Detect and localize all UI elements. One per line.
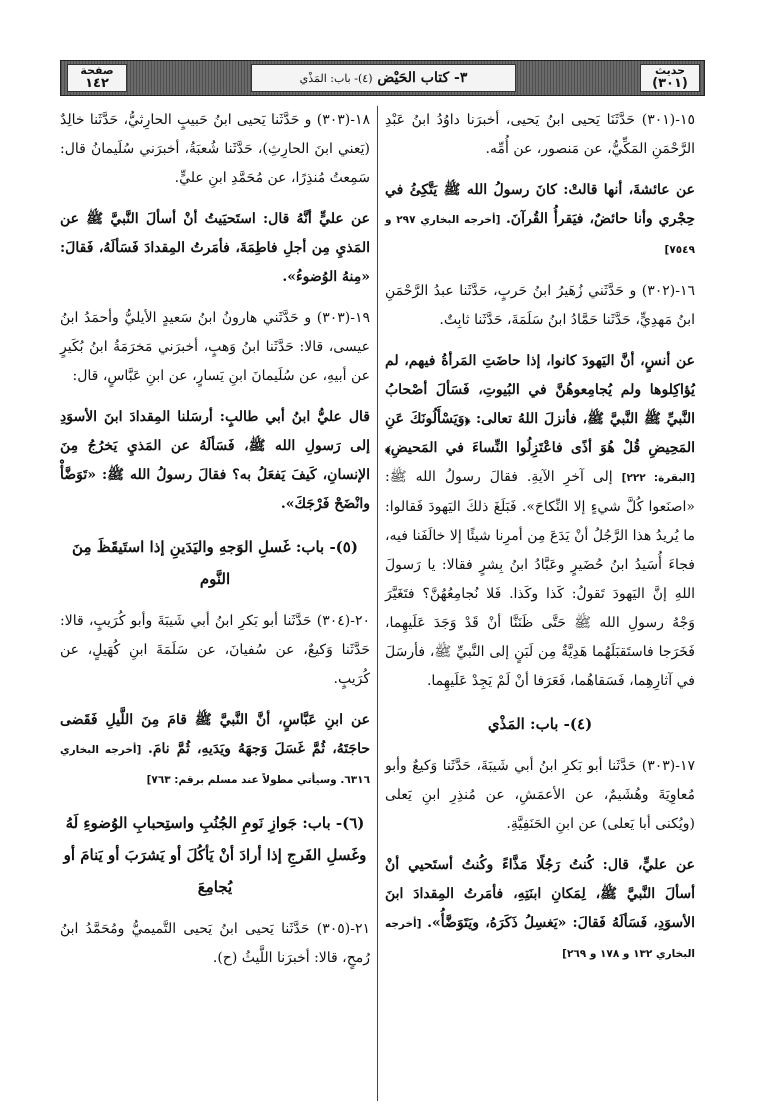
text-16-matn: عن أنسٍ، أنَّ اليَهودَ كانوا، إذا حاضَتِ المَرأةُ فيهم، لم يُؤاكِلوها ولم يُجامِعوهُنَّ في البُيوتِ، فَسَألَ أصْحابُ النَّبيِّ ﷺ النَّبيَّ ﷺ، فأنزلَ اللهُ تعالى: ﴿وَيَسْأَلُونَكَ عَنِ المَحِيضِ قُلْ هُوَ أذًى فاعْتَزِلُوا النِّساءَ في المَحيضِ﴾ xyxy=(385,353,695,456)
hadith-number-box xyxy=(640,64,700,92)
text-20-matn: عن ابنِ عَبَّاسٍ، أنَّ النَّبيَّ ﷺ قامَ مِنَ اللَّيلِ فَقَضى حاجَتَهُ، ثُمَّ غَسَلَ وَجهَهُ ويَدَيهِ، ثُمَّ نامَ. xyxy=(60,712,371,757)
hadith-label: حديث xyxy=(654,64,686,77)
column-divider xyxy=(377,106,378,1101)
hadith-19-text xyxy=(60,403,370,519)
hadith-20-text xyxy=(60,706,370,795)
page-header xyxy=(60,60,705,96)
hadith-16-text xyxy=(385,347,695,696)
chapter-heading-5: (٥)- باب: غَسلِ الوَجهِ واليَدَينِ إذا استَيقَظَ مِنَ النَّوم xyxy=(72,538,358,588)
book-title: ٣- كتاب الحَيْض xyxy=(377,70,468,86)
hadith-21-chain xyxy=(60,915,370,973)
page xyxy=(60,60,705,1100)
chapter-heading-4: (٤)- باب: المَذْي xyxy=(487,715,593,733)
page-number: ١٤٢ xyxy=(85,76,109,91)
page-label: صفحة xyxy=(80,64,114,77)
text-19-chain: ١٩-(٣٠٣) و حَدَّثَني هارونُ ابنُ سَعيدٍ الأيليُّ وأحمَدُ ابنُ عيسى، قالا: حَدَّثَنا ابنُ وَهبٍ، أخبرَني مَخرَمَةُ ابنُ بُكَيرٍ عن أبيهِ، عن سُلَيمانَ ابنِ يَسارٍ، عن ابنِ عَبَّاسٍ، قال: xyxy=(60,310,370,384)
text-15-matn: عن عائشةَ، أنها قالتْ: كانَ رسولُ الله ﷺ يَتَّكِئُ في حِجْري وأنا حائضٌ، فيَقرأُ القُرآنَ. xyxy=(385,182,696,227)
hadith-18-text xyxy=(60,205,370,292)
text-15-chain: ١٥-(٣٠١) حَدَّثَنَا يَحيى ابنُ يَحيى، أخبرَنا داوُدُ ابنُ عَبْدِ الرَّحْمَنِ المَكِّيُّ، عن مَنصور، عن أُمِّه. xyxy=(385,112,695,157)
ref-17: [أخرجه البخاري ١٣٢ و ١٧٨ و ٢٦٩] xyxy=(385,918,695,960)
text-18-chain: ١٨-(٣٠٣) و حَدَّثَنا يَحيى ابنُ حَبيبٍ الحارِثيُّ، حَدَّثَنا خالِدٌ (يَعني ابنَ الحارِثِ)، حَدَّثَنا شُعبَةُ، أخبرَني سُلَيمانُ قال: سَمِعتُ مُنذِرًا، عن مُحَمَّدِ ابنِ عليٍّ. xyxy=(60,112,370,186)
ref-15: [أخرجه البخاري ٢٩٧ و ٧٥٤٩] xyxy=(385,214,695,256)
text-19-matn: قال عليُّ ابنُ أبي طالبٍ: أرسَلنا المِقدادَ ابنَ الأسوَدِ إلى رَسولِ الله ﷺ، فَسَألَهُ عن المَذيِ يَخرُجُ مِنَ الإنسانِ، كَيفَ يَفعَلُ به؟ فقالَ رسولُ الله ﷺ: «تَوَضَّأْ وانْضَحْ فَرْجَكَ». xyxy=(60,409,370,512)
hadith-19-chain xyxy=(60,304,370,391)
text-16-continued: إلى آخرِ الآيةِ. فقالَ رسولُ الله ﷺ: «اصنَعوا كُلَّ شيءٍ إلا النِّكاحَ». فَبَلَغَ ذلكَ اليَهودَ فَقالوا: ما يُريدُ هذا الرَّجُلُ أنْ يَدَعَ مِن أمرِنا شيئًا إلا خالَفَنا فيه، فجاءَ أُسَيدُ ابنُ حُضَيرٍ وعَبَّادُ ابنُ بِشرٍ فقالا: يا رَسولَ اللهِ إنَّ اليَهودَ تَقولُ: كَذا وكَذا. فَلا نُجامِعُهُنَّ؟ فتَغَيَّرَ وَجْهُ رسولِ الله ﷺ حَتَّى ظَنَنَّا أنْ قَدْ وَجَدَ عَلَيهِما، فَخَرَجا فاستَقبَلَهُما هَدِيَّةٌ مِن لَبَنٍ إلى النَّبيِّ ﷺ، فأرسَلَ في آثارِهِما، فَسَقاهُما، فَعَرَفا أنْ لَمْ يَجِدْ عَلَيهِما. xyxy=(385,469,695,689)
text-17-matn: عن عليٍّ، قال: كُنتُ رَجُلًا مَذَّاءً وكُنتُ أستَحيي أنْ أسألَ النَّبيَّ ﷺ، لِمَكانِ ابنَتِهِ، فأمَرتُ المِقدادَ ابنَ الأسوَدِ، فَسَألَهُ فَقالَ: «يَغسِلُ ذَكَرَهُ، ويَتَوَضَّأُ». xyxy=(385,857,695,931)
hadith-17-chain xyxy=(385,752,695,839)
ref-quran: [البقرة: ٢٢٢] xyxy=(621,472,695,484)
hadith-number: (٣٠١) xyxy=(652,76,688,91)
right-column xyxy=(385,106,695,981)
hadith-18-chain xyxy=(60,106,370,193)
text-18-matn: عن عليٍّ أنَّهُ قال: استَحيَيتُ أنْ أسألَ النَّبيَّ ﷺ عن المَذيِ مِن أجلِ فاطِمَةَ، فأمَرتُ المِقدادَ فَسَألَهُ، فَقالَ: «مِنهُ الوُضوءُ». xyxy=(60,211,370,285)
text-20-chain: ٢٠-(٣٠٤) حَدَّثَنا أبو بَكرِ ابنُ أبي شَيبَةَ وأبو كُرَيبٍ، قالا: حَدَّثَنا وَكيعٌ، عن سُفيانَ، عن سَلَمَةَ ابنِ كُهَيلٍ، عن كُرَيبٍ. xyxy=(60,613,370,687)
chapter-subtitle: (٤)- باب: المَذْي xyxy=(299,72,373,85)
hadith-15-chain xyxy=(385,106,695,164)
text-21-chain: ٢١-(٣٠٥) حَدَّثَنا يَحيى ابنُ يَحيى التَّميميُّ ومُحَمَّدُ ابنُ رُمحٍ، قالا: أخبرَنا اللَّيثُ (ح). xyxy=(60,921,370,966)
hadith-20-chain xyxy=(60,607,370,694)
left-column xyxy=(60,106,370,985)
page-number-box xyxy=(67,64,127,92)
book-title-box xyxy=(251,64,516,92)
hadith-16-chain xyxy=(385,277,695,335)
chapter-heading-6: (٦)- باب: جَوازِ نَومِ الجُنُبِ واستِحبابِ الوُضوءِ لَهُ وغَسلِ الفَرجِ إذا أرادَ أنْ يَأكُلَ أو يَشرَبَ أو يَنامَ أو يُجامِعَ xyxy=(63,814,367,896)
text-17-chain: ١٧-(٣٠٣) حَدَّثَنا أبو بَكرِ ابنُ أبي شَيبَةَ، حَدَّثَنا وَكيعٌ وأبو مُعاوِيَةَ وهُشَيمٌ، عن الأعمَشِ، عن مُنذِرِ ابنِ يَعلى (ويُكنى أبا يَعلى) عن ابنِ الحَنَفِيَّةِ. xyxy=(385,758,695,832)
ref-20: [أخرجه البخاري ٦٣١٦. وسيأتي مطولاً عند مسلم برقم: ٧٦٣] xyxy=(60,744,370,786)
text-16-chain: ١٦-(٣٠٢) و حَدَّثَني زُهَيرُ ابنُ حَربٍ، حَدَّثَنا عبدُ الرَّحْمَنِ ابنُ مَهدِيٍّ، حَدَّثَنا حَمَّادُ ابنُ سَلَمَةَ، حَدَّثَنا ثابِتٌ. xyxy=(385,283,695,328)
hadith-15-text xyxy=(385,176,695,265)
hadith-17-text xyxy=(385,851,695,969)
